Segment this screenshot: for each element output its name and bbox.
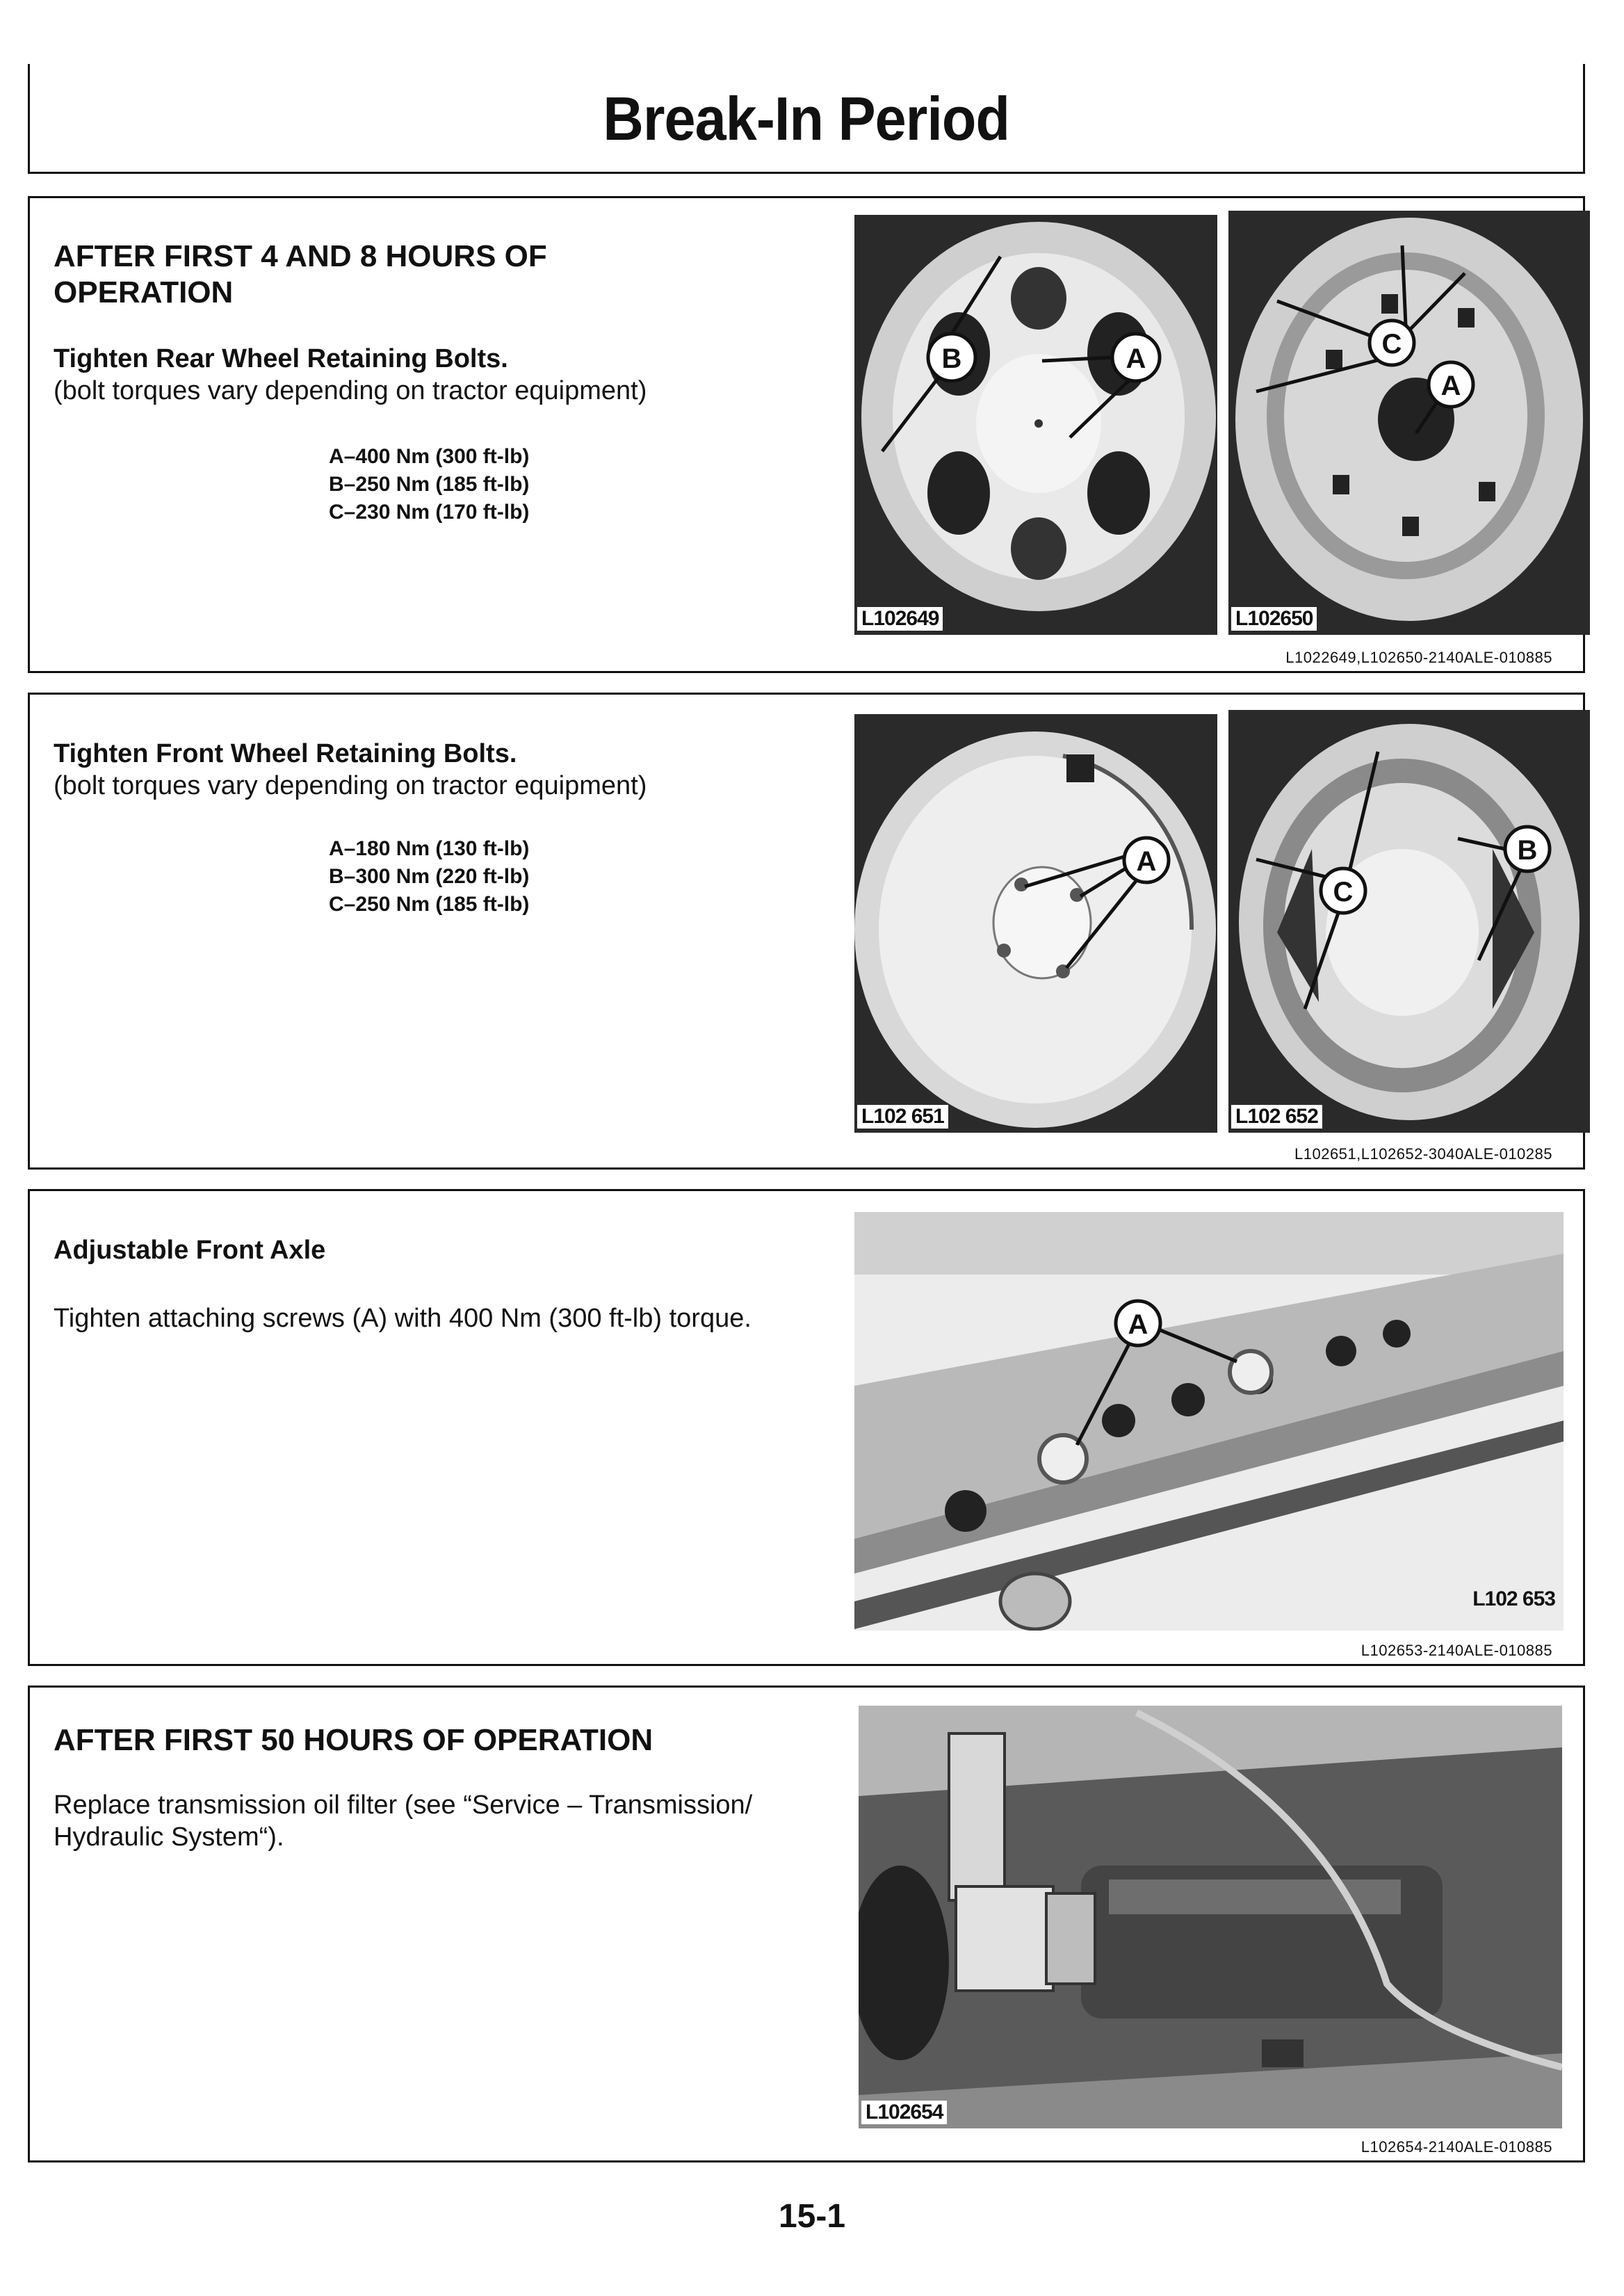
torque-spec-list — [329, 835, 529, 919]
section-subheading: Adjustable Front Axle — [54, 1236, 326, 1265]
section-note: (bolt torques vary depending on tractor equipment) — [54, 376, 647, 405]
front-wheel-photo-1 — [854, 714, 1217, 1133]
torque-spec: A–180 Nm (130 ft-lb) — [329, 837, 530, 860]
torque-spec: B–250 Nm (185 ft-lb) — [329, 473, 530, 496]
section-body: Replace transmission oil filter (see “Service – Transmission/ Hydraulic System“). — [54, 1790, 753, 1852]
photo-label: L102649 — [857, 607, 943, 631]
front-axle-photo — [854, 1212, 1564, 1631]
section-body: Tighten attaching screws (A) with 400 Nm (300 ft-lb) torque. — [54, 1304, 752, 1333]
rear-wheel-photo-2 — [1228, 211, 1590, 635]
callout-c: C — [1381, 329, 1402, 359]
callout-b: B — [941, 343, 962, 374]
callout-a: A — [1128, 1309, 1148, 1340]
section-rear-wheel-bolts — [28, 196, 1585, 673]
photo-label: L102 651 — [857, 1105, 948, 1129]
torque-spec: B–300 Nm (220 ft-lb) — [329, 865, 530, 888]
torque-spec: C–230 Nm (170 ft-lb) — [329, 501, 530, 524]
section-note: (bolt torques vary depending on tractor equipment) — [54, 771, 647, 800]
callout-c: C — [1333, 877, 1354, 907]
torque-spec: C–250 Nm (185 ft-lb) — [329, 893, 530, 916]
page-title: Break-In Period — [603, 84, 1010, 153]
photo-label: L102650 — [1231, 607, 1317, 631]
section-fifty-hours — [28, 1685, 1585, 2162]
page-title-box — [28, 64, 1585, 174]
photo-label: L102654 — [861, 2101, 947, 2124]
section-subheading: Tighten Rear Wheel Retaining Bolts. — [54, 344, 508, 373]
figure-reference: L1022649,L102650-2140ALE-010885 — [1285, 649, 1552, 666]
rear-wheel-photo-1 — [854, 215, 1217, 635]
callout-a: A — [1440, 371, 1461, 401]
transmission-filter-photo — [859, 1706, 1562, 2128]
photo-label: L102 652 — [1231, 1105, 1322, 1129]
section-adjustable-front-axle — [28, 1189, 1585, 1666]
section-subheading: Tighten Front Wheel Retaining Bolts. — [54, 739, 517, 768]
section-front-wheel-bolts — [28, 693, 1585, 1170]
front-wheel-photo-2 — [1228, 710, 1590, 1133]
torque-spec-list — [329, 443, 529, 526]
figure-reference: L102651,L102652-3040ALE-010285 — [1294, 1145, 1552, 1163]
figure-reference: L102653-2140ALE-010885 — [1361, 1642, 1552, 1659]
torque-spec: A–400 Nm (300 ft-lb) — [329, 445, 530, 468]
photo-label: L102 653 — [1472, 1587, 1555, 1610]
callout-a: A — [1126, 343, 1146, 374]
callout-a: A — [1136, 846, 1157, 877]
callout-b: B — [1517, 835, 1538, 866]
figure-reference: L102654-2140ALE-010885 — [1361, 2138, 1552, 2156]
section-heading: AFTER FIRST 50 HOURS OF OPERATION — [54, 1723, 653, 1757]
section-heading: AFTER FIRST 4 AND 8 HOURS OF OPERATION — [54, 239, 547, 309]
page-number: 15-1 — [778, 2198, 846, 2235]
